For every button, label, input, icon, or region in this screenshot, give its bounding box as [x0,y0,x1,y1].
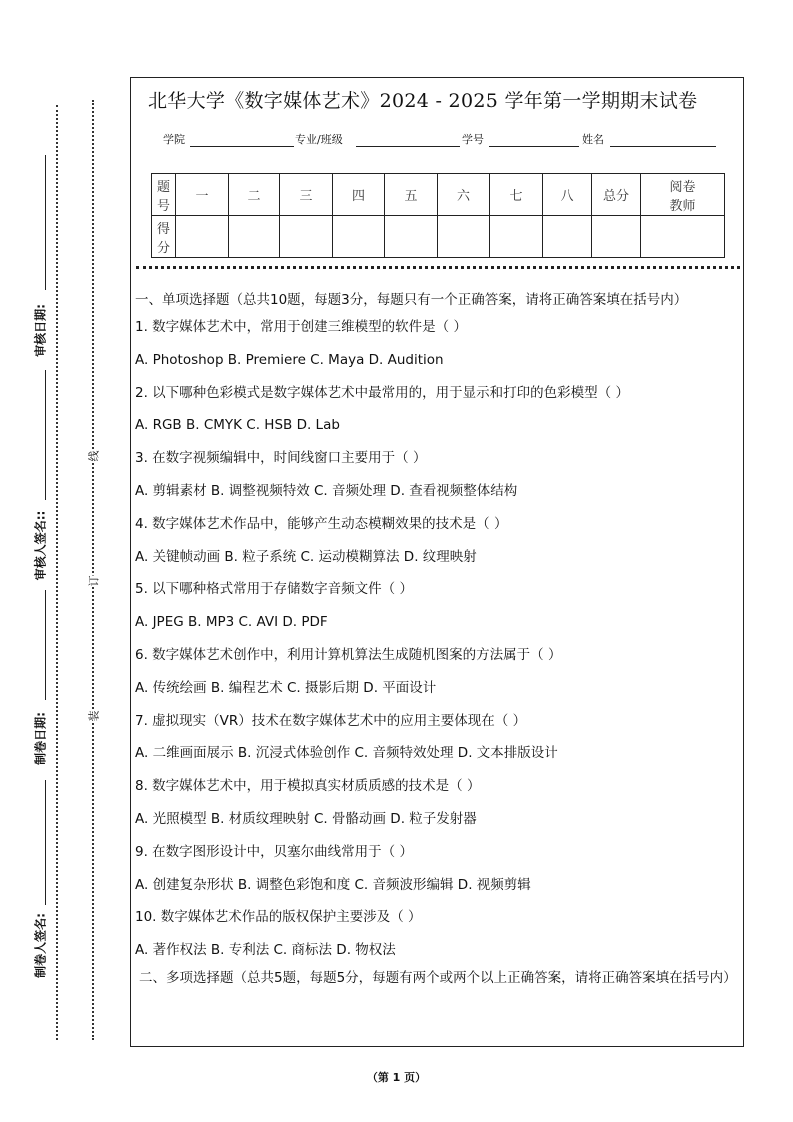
sign-rule [45,590,46,700]
questions-content [135,289,741,989]
score-cell[interactable] [176,216,229,258]
score-cell[interactable] [280,216,333,258]
separator-dots [136,266,740,269]
question-stem: 9. 在数字图形设计中，贝塞尔曲线常用于（ ） [135,843,413,860]
section2-heading: 二、多项选择题（总共5题，每题5分，每题有两个或两个以上正确答案，请将正确答案填在括号内） [139,969,737,986]
section1-heading: 一、单项选择题（总共10题，每题3分，每题只有一个正确答案，请将正确答案填在括号内） [135,292,688,308]
question-stem: 1. 数字媒体艺术中，常用于创建三维模型的软件是（ ） [135,319,467,335]
question-stem: 8. 数字媒体艺术中，用于模拟真实材质质感的技术是（ ） [135,778,481,795]
header-cell: 八 [543,174,592,216]
question-stem: 2. 以下哪种色彩模式是数字媒体艺术中最常用的，用于显示和打印的色彩模型（ ） [135,384,629,401]
score-row [152,216,725,258]
question-options: A. 著作权法 B. 专利法 C. 商标法 D. 物权法 [135,942,396,959]
header-cell: 总分 [592,174,641,216]
sign-rule [45,780,46,905]
score-cell[interactable] [438,216,490,258]
score-cell[interactable] [592,216,641,258]
header-cell: 六 [438,174,490,216]
question-stem: 7. 虚拟现实（VR）技术在数字媒体艺术中的应用主要体现在（ ） [135,712,527,729]
header-cell: 七 [490,174,543,216]
score-cell[interactable] [229,216,280,258]
header-cell: 阅卷教师 [641,174,725,216]
header-cell: 一 [176,174,229,216]
gutter-line-mark: 线 [87,450,101,462]
question-stem: 3. 在数字视频编辑中，时间线窗口主要用于（ ） [135,450,427,467]
question-options: A. 剪辑素材 B. 调整视频特效 C. 音频处理 D. 查看视频整体结构 [135,482,518,499]
student-id-label: 学号 [462,133,484,146]
exam-title: 北华大学《数字媒体艺术》2024 - 2025 学年第一学期期末试卷 [148,90,698,112]
score-table [151,173,725,258]
sign-rule [45,370,46,500]
score-cell[interactable] [641,216,725,258]
college-label: 学院 [163,133,185,146]
question-options: A. 关键帧动画 B. 粒子系统 C. 运动模糊算法 D. 纹理映射 [135,548,477,565]
binding-line-inner [92,100,94,1040]
question-stem: 6. 数字媒体艺术创作中，利用计算机算法生成随机图案的方法属于（ ） [135,646,562,663]
question-options: A. 创建复杂形状 B. 调整色彩饱和度 C. 音频波形编辑 D. 视频剪辑 [135,876,531,893]
major-class-label: 专业/班级 [295,133,343,146]
question-stem: 4. 数字媒体艺术作品中，能够产生动态模糊效果的技术是（ ） [135,515,508,532]
question-stem: 10. 数字媒体艺术作品的版权保护主要涉及（ ） [135,909,422,926]
reviewer-signature-label: 审核人签名:: [33,510,48,581]
review-date-label: 审核日期: [33,304,48,357]
score-header-row [152,174,725,216]
question-options: A. JPEG B. MP3 C. AVI D. PDF [135,614,328,631]
question-options: A. RGB B. CMYK C. HSB D. Lab [135,417,340,434]
score-cell[interactable] [543,216,592,258]
question-options: A. 传统绘画 B. 编程艺术 C. 摄影后期 D. 平面设计 [135,679,437,696]
compiler-signature-label: 制卷人签名: [33,913,48,978]
gutter-staple-mark: 订 [87,575,101,587]
score-cell[interactable] [385,216,438,258]
name-label: 姓名 [582,133,604,146]
question-stem: 5. 以下哪种格式常用于存储数字音频文件（ ） [135,581,413,598]
question-options: A. Photoshop B. Premiere C. Maya D. Audition [135,351,444,368]
compile-date-label: 制卷日期: [33,712,48,765]
header-cell: 四 [333,174,385,216]
binding-line-outer [56,105,58,1040]
header-cell: 二 [229,174,280,216]
major-class-field[interactable] [356,146,460,147]
header-cell: 五 [385,174,438,216]
question-options: A. 光照模型 B. 材质纹理映射 C. 骨骼动画 D. 粒子发射器 [135,810,477,827]
header-cell: 三 [280,174,333,216]
page-number: （第 1 页） [366,1071,427,1084]
name-field[interactable] [610,146,716,147]
college-field[interactable] [190,146,294,147]
student-id-field[interactable] [489,146,579,147]
section1-questions [135,311,741,967]
header-cell: 题号 [152,174,176,216]
score-cell[interactable] [333,216,385,258]
gutter-bind-mark: 装 [87,710,101,722]
score-label-cell: 得分 [152,216,176,258]
score-cell[interactable] [490,216,543,258]
sign-rule [45,155,46,290]
question-options: A. 二维画面展示 B. 沉浸式体验创作 C. 音频特效处理 D. 文本排版设计 [135,745,558,762]
